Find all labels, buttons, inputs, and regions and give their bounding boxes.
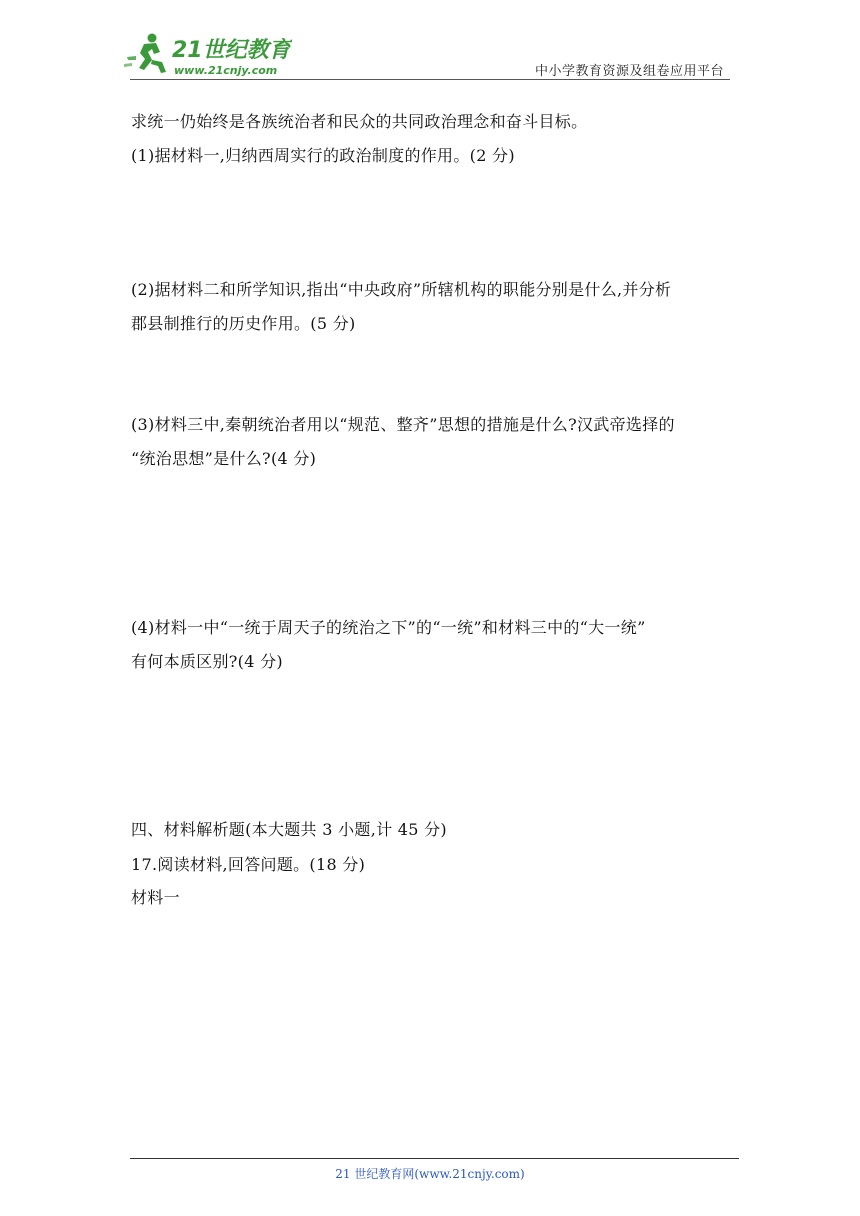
section-heading: 四、材料解析题(本大题共 3 小题,计 45 分) — [131, 820, 447, 839]
footer-link[interactable]: 21 世纪教育网(www.21cnjy.com) — [335, 1167, 525, 1181]
logo-url: www.21cnjy.com — [174, 64, 278, 77]
runner-icon — [124, 34, 166, 74]
question-2: (2)据材料二和所学知识,指出“中央政府”所辖机构的职能分别是什么,并分析 — [131, 280, 672, 299]
question-4-cont: 有何本质区别?(4 分) — [131, 652, 283, 671]
question-4: (4)材料一中“一统于周天子的统治之下”的“一统”和材料三中的“大一统” — [131, 618, 646, 637]
header-divider — [130, 79, 730, 80]
logo-title: 21世纪教育 — [172, 38, 291, 63]
question-17: 17.阅读材料,回答问题。(18 分) — [131, 855, 366, 874]
21cnjy-logo — [122, 30, 292, 80]
question-3: (3)材料三中,秦朝统治者用以“规范、整齐”思想的措施是什么?汉武帝选择的 — [131, 415, 675, 434]
platform-label: 中小学教育资源及组卷应用平台 — [534, 64, 724, 79]
footer-divider — [130, 1158, 739, 1159]
question-2-cont: 郡县制推行的历史作用。(5 分) — [131, 314, 356, 333]
text-line: 求统一仍始终是各族统治者和民众的共同政治理念和奋斗目标。 — [131, 112, 588, 131]
material-label: 材料一 — [131, 888, 180, 907]
question-3-cont: “统治思想”是什么?(4 分) — [131, 449, 317, 468]
page-header — [0, 0, 860, 84]
question-1: (1)据材料一,归纳西周实行的政治制度的作用。(2 分) — [131, 146, 515, 165]
